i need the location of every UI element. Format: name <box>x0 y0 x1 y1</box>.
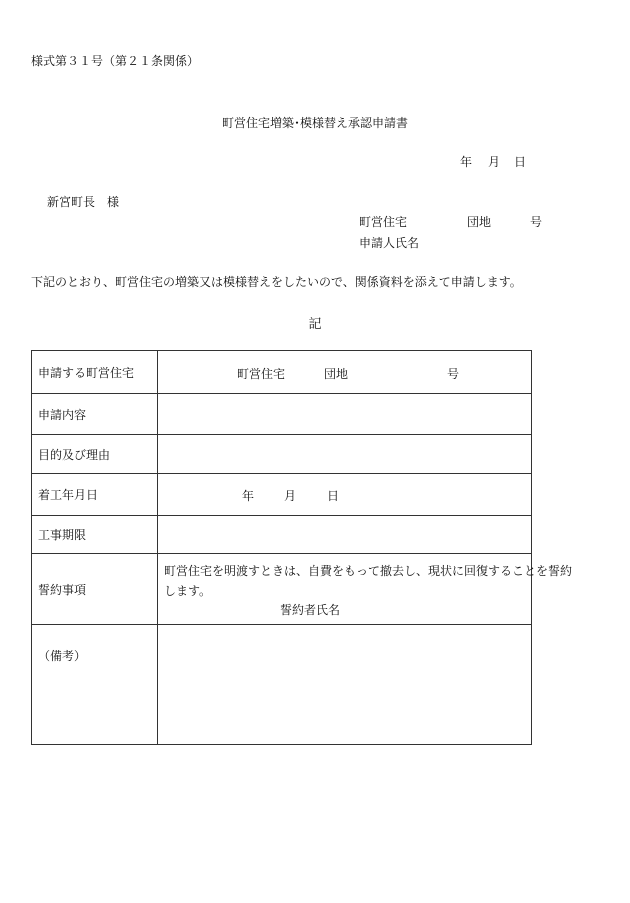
housing-label: 町営住宅 <box>237 367 286 381</box>
ki-heading: 記 <box>308 317 322 332</box>
row-label-housing: 申請する町営住宅 <box>32 351 158 394</box>
pledge-signer-label: 誓約者氏名 <box>280 603 341 617</box>
table-row <box>32 435 532 474</box>
start-day-label: 日 <box>327 489 340 503</box>
row-label-content: 申請内容 <box>32 394 158 435</box>
date-year-label: 年 <box>460 155 473 169</box>
row-label-remarks <box>32 625 158 745</box>
table-row <box>32 516 532 554</box>
purpose-cell[interactable] <box>158 435 532 474</box>
form-number: 様式第３１号（第２１条関係） <box>31 54 200 68</box>
date-day-label: 日 <box>514 155 527 169</box>
remarks-cell[interactable] <box>158 625 532 745</box>
table-row <box>32 394 532 435</box>
table-row <box>32 474 532 516</box>
page-title: 町営住宅増築･模様替え承認申請書 <box>221 116 408 130</box>
row-label-deadline: 工事期限 <box>32 516 158 554</box>
start-month-label: 月 <box>284 489 297 503</box>
housing-cell[interactable] <box>158 351 532 394</box>
row-label-start-date: 着工年月日 <box>32 474 158 516</box>
pledge-text-line2: します。 <box>164 584 212 598</box>
pledge-cell <box>158 554 573 625</box>
intro-text: 下記のとおり、町営住宅の増築又は模様替えをしたいので、関係資料を添えて申請します。 <box>31 275 522 289</box>
applicant-number-label: 号 <box>530 215 543 229</box>
row-label-pledge: 誓約事項 <box>32 554 158 625</box>
start-date-cell[interactable] <box>158 474 532 516</box>
application-table <box>31 350 573 745</box>
applicant-estate-label: 団地 <box>467 215 492 229</box>
estate-label: 団地 <box>324 367 349 381</box>
pledge-text-line1: 町営住宅を明渡すときは、自費をもって撤去し、現状に回復することを誓約 <box>164 564 573 578</box>
start-year-label: 年 <box>242 489 255 503</box>
table-row <box>32 351 532 394</box>
date-month-label: 月 <box>488 155 501 169</box>
deadline-cell[interactable] <box>158 516 532 554</box>
applicant-housing-label: 町営住宅 <box>359 215 408 229</box>
table-row <box>32 625 532 745</box>
number-label: 号 <box>447 367 460 381</box>
content-cell[interactable] <box>158 394 532 435</box>
applicant-name-label: 申請人氏名 <box>359 236 420 250</box>
remarks-label: （備考） <box>38 649 87 663</box>
table-row <box>32 554 532 625</box>
row-label-purpose: 目的及び理由 <box>32 435 158 474</box>
addressee: 新宮町長 様 <box>47 195 120 209</box>
